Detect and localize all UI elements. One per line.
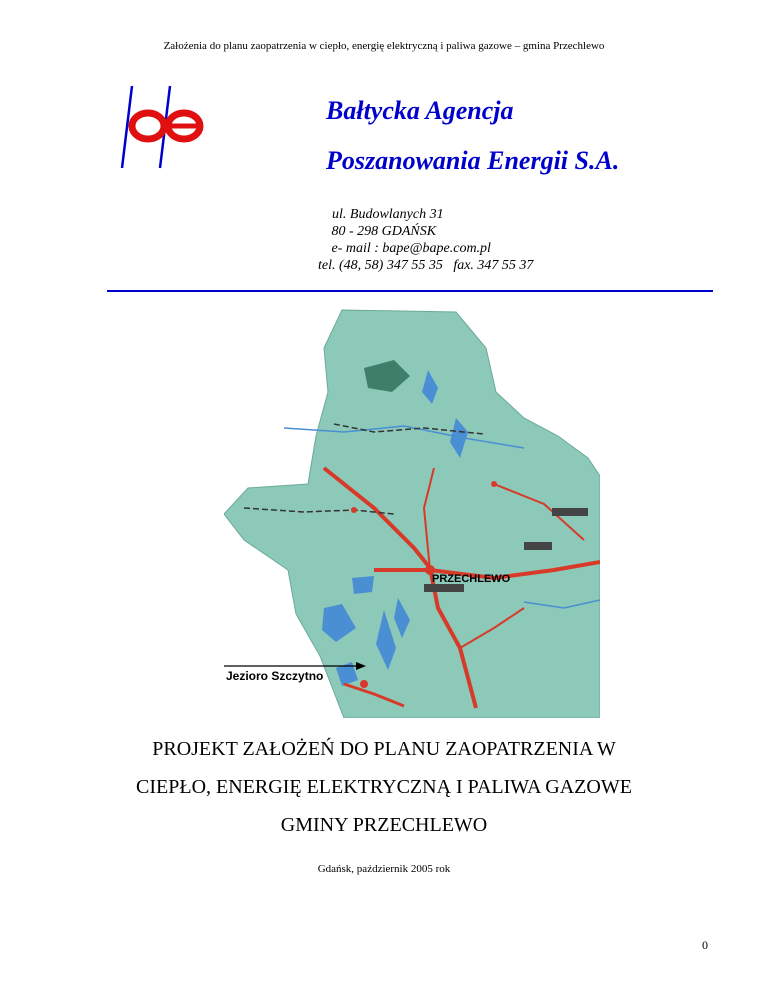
map-lake — [352, 576, 374, 594]
map-town-label: PRZECHLEWO — [432, 573, 511, 585]
publication-date: Gdańsk, październik 2005 rok — [317, 863, 451, 875]
running-header: Założenia do planu zaopatrzenia w ciepło, energię elektryczną i paliwa gazowe – gmina Przechlewo — [163, 40, 605, 52]
header-divider — [107, 290, 713, 292]
agency-name-line1: Bałtycka Agencja — [326, 96, 514, 125]
address-email: e- mail : bape@bape.com.pl — [328, 241, 491, 256]
document-title-line2: CIEPŁO, ENERGIĘ ELEKTRYCZNĄ I PALIWA GAZOWE — [136, 776, 632, 798]
agency-name — [326, 86, 619, 186]
map-town-dot — [351, 507, 357, 513]
gmina-map — [224, 308, 600, 718]
map-land — [224, 310, 600, 718]
document-title — [0, 730, 768, 844]
map-town-dot — [491, 481, 497, 487]
page-number: 0 — [702, 938, 708, 952]
map-legend-box — [524, 542, 552, 550]
map-legend-box — [424, 584, 464, 592]
address-street: ul. Budowlanych 31 — [332, 207, 444, 222]
agency-name-line2: Poszanowania Energii S.A. — [326, 146, 620, 175]
address-phone: tel. (48, 58) 347 55 35 fax. 347 55 37 — [318, 258, 534, 273]
document-title-line3: GMINY PRZECHLEWO — [280, 814, 488, 836]
document-title-line1: PROJEKT ZAŁOŻEŃ DO PLANU ZAOPATRZENIA W — [152, 738, 616, 760]
address-city: 80 - 298 GDAŃSK — [328, 224, 437, 239]
map-lake-label: Jezioro Szczytno — [226, 669, 324, 683]
address-block — [318, 206, 533, 274]
map-town-dot — [360, 680, 368, 688]
map-legend-box — [552, 508, 588, 516]
bape-logo — [110, 82, 206, 174]
